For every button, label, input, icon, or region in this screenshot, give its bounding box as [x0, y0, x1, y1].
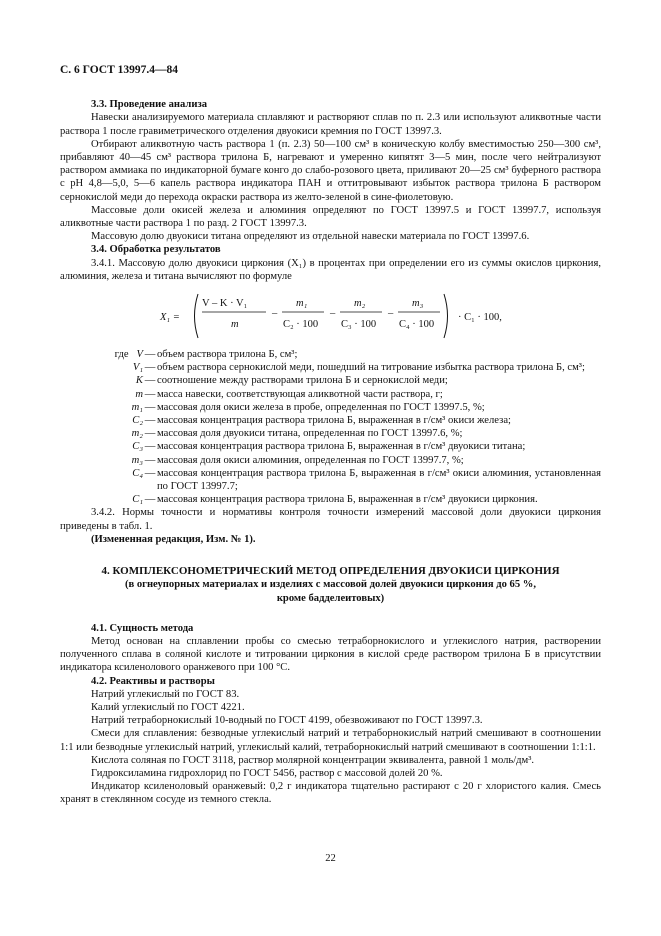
definition-row: m₃ — массовая доля окиси алюминия, определенная по ГОСТ 13997.7, %; [60, 454, 601, 467]
definition-symbol: C₂ [132, 415, 143, 427]
definition-text: соотношение между растворами трилона Б и сернокислой меди; [157, 375, 448, 387]
definition-text: массовая доля окиси железа в пробе, определенная по ГОСТ 13997.5, %; [157, 401, 485, 413]
definition-text: массовая концентрация раствора трилона Б, выраженная в г/см³ двуокиси титана; [157, 441, 526, 453]
reagent-item: Натрий углекислый по ГОСТ 83. [91, 688, 240, 700]
page-number: 22 [325, 853, 336, 864]
fraction-numerator: m₃ [412, 298, 424, 310]
fraction-denominator: C₂ · 100 [283, 319, 319, 331]
paragraph: 3.4.1. Массовую долю двуокиси циркония (X₁) в процентах при определении его из суммы окислов циркония, алюминия, железа и титана вычисляют по формуле [60, 257, 601, 282]
paragraph: Отбирают аликвотную часть раствора 1 (п. 2.3) 50—100 см³ в коническую колбу вместимостью 250—300 см³, прибавляют 40—45 см³ раствора трилона Б, нагревают и умеренно кипятят 3—5 мин, после чего нейтрализуют раствором аммиака по индикаторной бумаге конго до слабо-розового цвета, приливают 20—25 см³ буферного раствора с рН 4,8—5,0, 5—6 капель раствора индикатора ПАН и оттитровывают избыток раствора трилона Б раствором сернокислой меди до перехода окраски раствора из желто-зеленой в сине-фиолетовую. [60, 138, 601, 203]
left-paren [195, 294, 199, 338]
definition-symbol: V₁ [132, 362, 143, 374]
section-4-subtitle: (в огнеупорных материалах и изделиях с массовой долей двуокиси циркония до 65 %, кроме бадделеитовых) [124, 579, 537, 604]
right-paren [444, 294, 448, 338]
svg-text:–: – [272, 308, 278, 320]
page-header: С. 6 ГОСТ 13997.4—84 [60, 64, 179, 76]
definition-row: где V — объем раствора трилона Б, см³; [60, 348, 601, 361]
definition-row: C₂ — массовая концентрация раствора трилона Б, выраженная в г/см³ окиси железа; [60, 414, 601, 427]
paragraph: Массовые доли окисей железа и алюминия определяют по ГОСТ 13997.5 и ГОСТ 13997.7, используя аликвотные части раствора 1 по разд. 2 ГОСТ 13997.3. [60, 204, 601, 230]
definition-symbol: m₃ [131, 454, 143, 466]
definition-row: C₃ — массовая концентрация раствора трилона Б, выраженная в г/см³ двуокиси титана; [60, 440, 601, 453]
section-3-3-title: 3.3. Проведение анализа [91, 99, 207, 111]
reagent-item: Натрий тетраборнокислый 10-водный по ГОСТ 4199, обезвоживают по ГОСТ 13997.3. [91, 715, 483, 727]
definition-text: массовая концентрация раствора трилона Б, выраженная в г/см³ окиси железа; [157, 415, 511, 427]
definition-symbol: C₁ [132, 494, 143, 506]
svg-text:–: – [330, 308, 336, 320]
paragraph: Массовую долю двуокиси титана определяют из отдельной навески материала по ГОСТ 13997.6. [91, 231, 530, 243]
section-4-2-title: 4.2. Реактивы и растворы [91, 675, 215, 687]
definition-text: массовая концентрация раствора трилона Б, выраженная в г/см³ двуокиси циркония. [157, 494, 538, 506]
definition-text: объем раствора трилона Б, см³; [157, 349, 298, 361]
fraction-denominator: m [231, 319, 239, 331]
definitions-list [60, 348, 601, 506]
reagent-item: Кислота соляная по ГОСТ 3118, раствор молярной концентрации эквивалента, равной 1 моль/дм³. [91, 754, 535, 766]
definition-text: массовая доля окиси алюминия, определенная по ГОСТ 13997.7, %; [157, 454, 464, 466]
definition-symbol: где V [114, 349, 143, 361]
definition-symbol: m₁ [131, 401, 143, 413]
definition-symbol: C₃ [132, 441, 143, 453]
definition-row: V₁ — объем раствора сернокислой меди, пошедший на титрование избытка раствора трилона Б, см³; [60, 361, 601, 374]
amendment-note: (Измененная редакция, Изм. № 1). [91, 533, 256, 545]
fraction-numerator: m₂ [354, 298, 366, 310]
definition-symbol: m₂ [131, 428, 143, 440]
definition-text: массовая концентрация раствора трилона Б, выраженная в г/см³ окиси алюминия, установленная по ГОСТ 13997.7; [157, 467, 601, 493]
formula [60, 286, 601, 346]
paragraph: Навески анализируемого материала сплавляют и растворяют сплав по п. 2.3 или используют аликвотные части раствора 1 после гравиметрического отделения двуокиси кремния по ГОСТ 13997.3. [60, 112, 601, 137]
formula-tail: · C₁ · 100, [458, 312, 502, 324]
definition-row: C₄ — массовая концентрация раствора трилона Б, выраженная в г/см³ окиси алюминия, установленная по ГОСТ 13997.7; [60, 467, 601, 493]
paragraph: Метод основан на сплавлении пробы со смесью тетраборнокислого и углекислого натрия, растворении полученного сплава в соляной кислоте и титровании циркония в кислой среде раствором трилона Б в присутствии индикатора ксиленолового оранжевого при 100 °С. [60, 635, 601, 674]
fraction-denominator: C₃ · 100 [341, 319, 377, 331]
reagent-item: Калий углекислый по ГОСТ 4221. [91, 701, 245, 713]
definition-row: K — соотношение между растворами трилона Б и сернокислой меди; [60, 374, 601, 387]
section-3-4-title: 3.4. Обработка результатов [91, 244, 221, 256]
fraction-numerator: V – K · V₁ [202, 298, 248, 310]
fraction-numerator: m₁ [296, 298, 308, 310]
definition-row: m₂ — массовая доля двуокиси титана, определенная по ГОСТ 13997.6, %; [60, 427, 601, 440]
definition-row: C₁ — массовая концентрация раствора трилона Б, выраженная в г/см³ двуокиси циркония. [60, 493, 601, 506]
definition-text: массовая доля двуокиси титана, определенная по ГОСТ 13997.6, %; [157, 428, 463, 440]
fraction-denominator: C₄ · 100 [399, 319, 435, 331]
document-page [60, 64, 601, 807]
definition-symbol: K [135, 375, 143, 387]
definition-symbol: C₄ [132, 467, 143, 479]
section-4-1-title: 4.1. Сущность метода [91, 622, 194, 634]
definition-row: m₁ — массовая доля окиси железа в пробе, определенная по ГОСТ 13997.5, %; [60, 401, 601, 414]
section-4-title: 4. КОМПЛЕКСОНОМЕТРИЧЕСКИЙ МЕТОД ОПРЕДЕЛЕНИЯ ДВУОКИСИ ЦИРКОНИЯ [101, 565, 560, 578]
definition-text: объем раствора сернокислой меди, пошедший на титрование избытка раствора трилона Б, см³; [157, 362, 585, 374]
reagent-item: Индикатор ксиленоловый оранжевый: 0,2 г индикатора тщательно растирают с 20 г хлористого калия. Смесь хранят в стеклянном сосуде из темного стекла. [60, 781, 601, 806]
reagent-item: Смеси для сплавления: безводные углекислый натрий и тетраборнокислый натрий смешивают в соотношении 1:1 или безводные углекислый натрий, углекислый калий, тетраборнокислый натрий смешивают в соотношении 1:1:1. [60, 728, 601, 753]
definition-row: m — масса навески, соответствующая аликвотной части раствора, г; [60, 388, 601, 401]
formula-lhs: X₁ = [160, 312, 180, 324]
definition-text: масса навески, соответствующая аликвотной части раствора, г; [157, 388, 443, 400]
svg-text:–: – [388, 308, 394, 320]
definition-symbol: m [135, 388, 143, 400]
reagent-item: Гидроксиламина гидрохлорид по ГОСТ 5456, раствор с массовой долей 20 %. [91, 767, 443, 779]
paragraph: 3.4.2. Нормы точности и нормативы контроля точности измерений массовой доли двуокиси циркония приведены в табл. 1. [60, 507, 601, 532]
